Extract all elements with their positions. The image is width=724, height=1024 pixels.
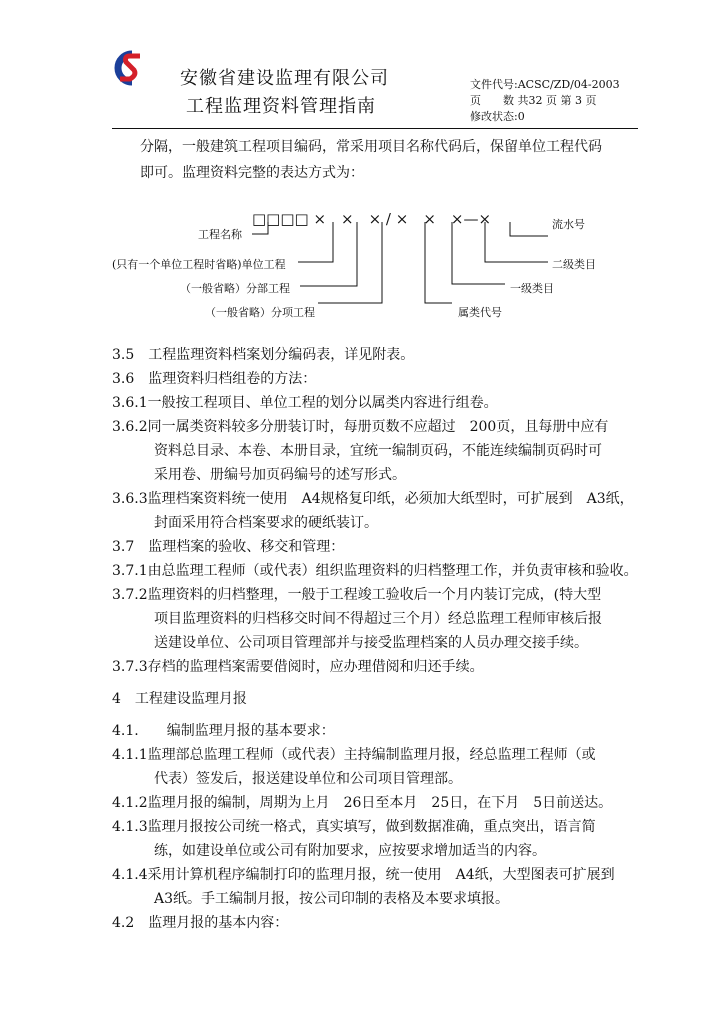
clause-continuation: A3纸。手工编制月报，按公司印制的表格及本要求填报。 xyxy=(154,891,510,907)
label-level2: 二级类目 xyxy=(552,258,596,271)
clause-continuation: 送建设单位、公司项目管理部并与接受监理档案的人员办理交接手续。 xyxy=(154,635,588,651)
section-4-1: 4.1. 编制监理月报的基本要求： xyxy=(112,723,335,739)
section-3-7: 3.7 监理档案的验收、移交和管理： xyxy=(112,539,345,555)
header-rule xyxy=(112,128,638,129)
clause-4-1-4: 4.1.4采用计算机程序编制打印的监理月报，统一使用 A4纸，大型图表可扩展到 xyxy=(112,867,615,883)
section-4-2: 4.2 监理月报的基本内容： xyxy=(112,915,289,931)
label-project-name: 工程名称 xyxy=(198,228,242,241)
clause-3-6-1: 3.6.1一般按工程项目、单位工程的划分以属类内容进行组卷。 xyxy=(112,395,498,411)
label-serial: 流水号 xyxy=(552,218,585,231)
section-3-6: 3.6 监理资料归档组卷的方法： xyxy=(112,371,317,387)
page-info: 页 数 共32 页 第 3 页 xyxy=(470,94,597,107)
label-level1: 一级类目 xyxy=(510,282,554,295)
intro-line: 分隔，一般建筑工程项目编码，常采用项目名称代码后，保留单位工程代码 xyxy=(140,139,602,155)
label-unit-project: (只有一个单位工程时省略)单位工程 xyxy=(112,258,286,271)
section-3-5: 3.5 工程监理资料档案划分编码表，详见附表。 xyxy=(112,347,415,363)
doc-code: 文件代号:ACSC/ZD/04-2003 xyxy=(470,78,620,91)
clause-4-1-3: 4.1.3监理月报按公司统一格式，真实填写，做到数据准确，重点突出，语言简 xyxy=(112,819,596,835)
clause-3-6-2: 3.6.2同一属类资料较多分册装订时，每册页数不应超过 200页，且每册中应有 xyxy=(112,419,609,435)
clause-3-7-1: 3.7.1由总监理工程师（或代表）组织监理资料的归档整理工作，并负责审核和验收。 xyxy=(112,563,638,579)
clause-continuation: 代表）签发后，报送建设单位和公司项目管理部。 xyxy=(154,771,462,787)
label-category: 属类代号 xyxy=(458,306,502,319)
clause-continuation: 项目监理资料的归档移交时间不得超过三个月）经总监理工程师审核后报 xyxy=(154,611,602,627)
revision-status: 修改状态:0 xyxy=(470,110,525,123)
company-name: 安徽省建设监理有限公司 xyxy=(180,68,389,89)
clause-continuation: 封面采用符合档案要求的硬纸装订。 xyxy=(154,515,378,531)
clause-3-6-3: 3.6.3监理档案资料统一使用 A4规格复印纸，必须加大纸型时，可扩展到 A3纸， xyxy=(112,491,634,507)
clause-3-7-3: 3.7.3存档的监理档案需要借阅时，应办理借阅和归还手续。 xyxy=(112,659,484,675)
chapter-4-heading: 4 工程建设监理月报 xyxy=(112,691,247,707)
company-logo xyxy=(110,48,150,88)
clause-4-1-1: 4.1.1监理部总监理工程师（或代表）主持编制监理月报，经总监理工程师（或 xyxy=(112,747,596,763)
intro-line: 即可。监理资料完整的表达方式为： xyxy=(140,165,364,181)
label-subitem: （一般省略）分项工程 xyxy=(205,306,315,319)
clause-continuation: 资料总目录、本卷、本册目录，宜统一编制页码，不能连续编制页码时可 xyxy=(154,443,602,459)
code-format: □□□□ × × × / × × ×—× xyxy=(252,210,492,228)
clause-4-1-2: 4.1.2监理月报的编制，周期为上月 26日至本月 25日，在下月 5日前送达。 xyxy=(112,795,613,811)
document-title: 工程监理资料管理指南 xyxy=(186,96,376,117)
clause-continuation: 采用卷、册编号加页码编号的述写形式。 xyxy=(154,467,406,483)
clause-continuation: 练，如建设单位或公司有附加要求，应按要求增加适当的内容。 xyxy=(154,843,546,859)
label-division: （一般省略）分部工程 xyxy=(180,282,290,295)
clause-3-7-2: 3.7.2监理资料的归档整理，一般于工程竣工验收后一个月内装订完成，(特大型 xyxy=(112,587,602,603)
